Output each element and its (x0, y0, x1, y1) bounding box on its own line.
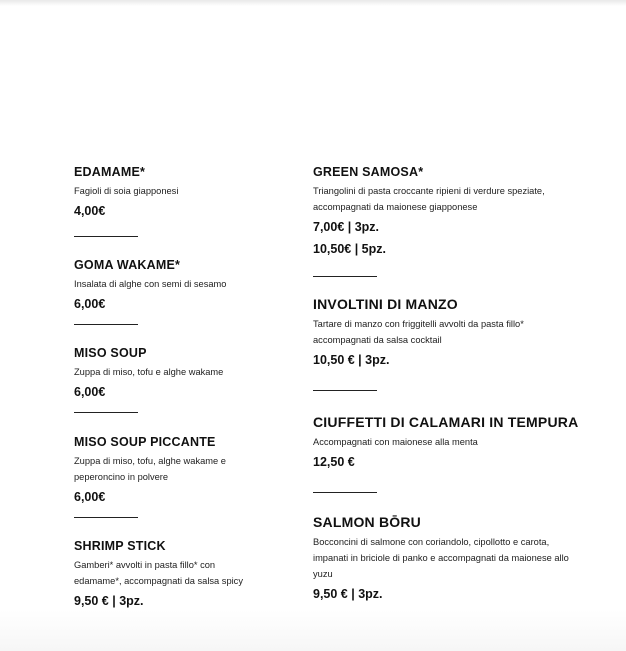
menu-item-miso-soup (74, 346, 294, 402)
item-price: 6,00€ (74, 490, 106, 504)
item-description: Bocconcini di salmone con coriandolo, cipollotto e carota, impanati in briciole di panko e accompagnati da maionese allo yuzu (313, 537, 569, 579)
item-description: Gamberi* avvolti in pasta fillo* con edamame*, accompagnati da salsa spicy (74, 560, 243, 586)
menu-item-involtini-di-manzo (313, 296, 613, 370)
item-price: 9,50 € | 3pz. (313, 587, 383, 601)
item-title: SALMON BŌRU (313, 514, 421, 530)
item-title: GOMA WAKAME* (74, 258, 181, 272)
item-price: 12,50 € (313, 455, 355, 469)
menu-item-green-samosa (313, 165, 613, 259)
item-price: 6,00€ (74, 297, 106, 311)
divider (74, 324, 138, 325)
menu-item-ciuffetti-di-calamari (313, 414, 613, 472)
divider (313, 390, 377, 391)
divider (74, 517, 138, 518)
item-price: 6,00€ (74, 385, 106, 399)
item-description: Insalata di alghe con semi di sesamo (74, 279, 227, 289)
menu-item-shrimp-stick (74, 539, 294, 611)
item-price: 9,50 € | 3pz. (74, 594, 144, 608)
item-title: SHRIMP STICK (74, 539, 166, 553)
item-title: INVOLTINI DI MANZO (313, 296, 458, 312)
page-bottom-edge (0, 610, 626, 651)
item-price: 10,50€ | 5pz. (313, 242, 386, 256)
menu-item-edamame (74, 165, 294, 221)
item-price: 4,00€ (74, 204, 106, 218)
divider (74, 412, 138, 413)
item-description: Zuppa di miso, tofu e alghe wakame (74, 367, 224, 377)
menu-item-miso-soup-piccante (74, 435, 294, 507)
menu-item-salmon-boru (313, 514, 613, 604)
item-title: MISO SOUP (74, 346, 147, 360)
item-title: GREEN SAMOSA* (313, 165, 424, 179)
divider (313, 492, 377, 493)
item-price: 7,00€ | 3pz. (313, 220, 380, 234)
item-description: Zuppa di miso, tofu, alghe wakame e peperoncino in polvere (74, 456, 226, 482)
divider (74, 236, 138, 237)
item-title: MISO SOUP PICCANTE (74, 435, 216, 449)
top-edge (0, 0, 626, 6)
item-price: 10,50 € | 3pz. (313, 353, 390, 367)
menu-item-goma-wakame (74, 258, 294, 314)
item-description: Fagioli di soia giapponesi (74, 186, 179, 196)
item-title: EDAMAME* (74, 165, 146, 179)
item-description: Triangolini di pasta croccante ripieni di verdure speziate, accompagnati da maionese giapponese (313, 186, 545, 212)
item-title: CIUFFETTI DI CALAMARI IN TEMPURA (313, 414, 579, 430)
item-description: Accompagnati con maionese alla menta (313, 437, 478, 447)
item-description: Tartare di manzo con friggitelli avvolti da pasta fillo* accompagnati da salsa cocktail (313, 319, 524, 345)
divider (313, 276, 377, 277)
